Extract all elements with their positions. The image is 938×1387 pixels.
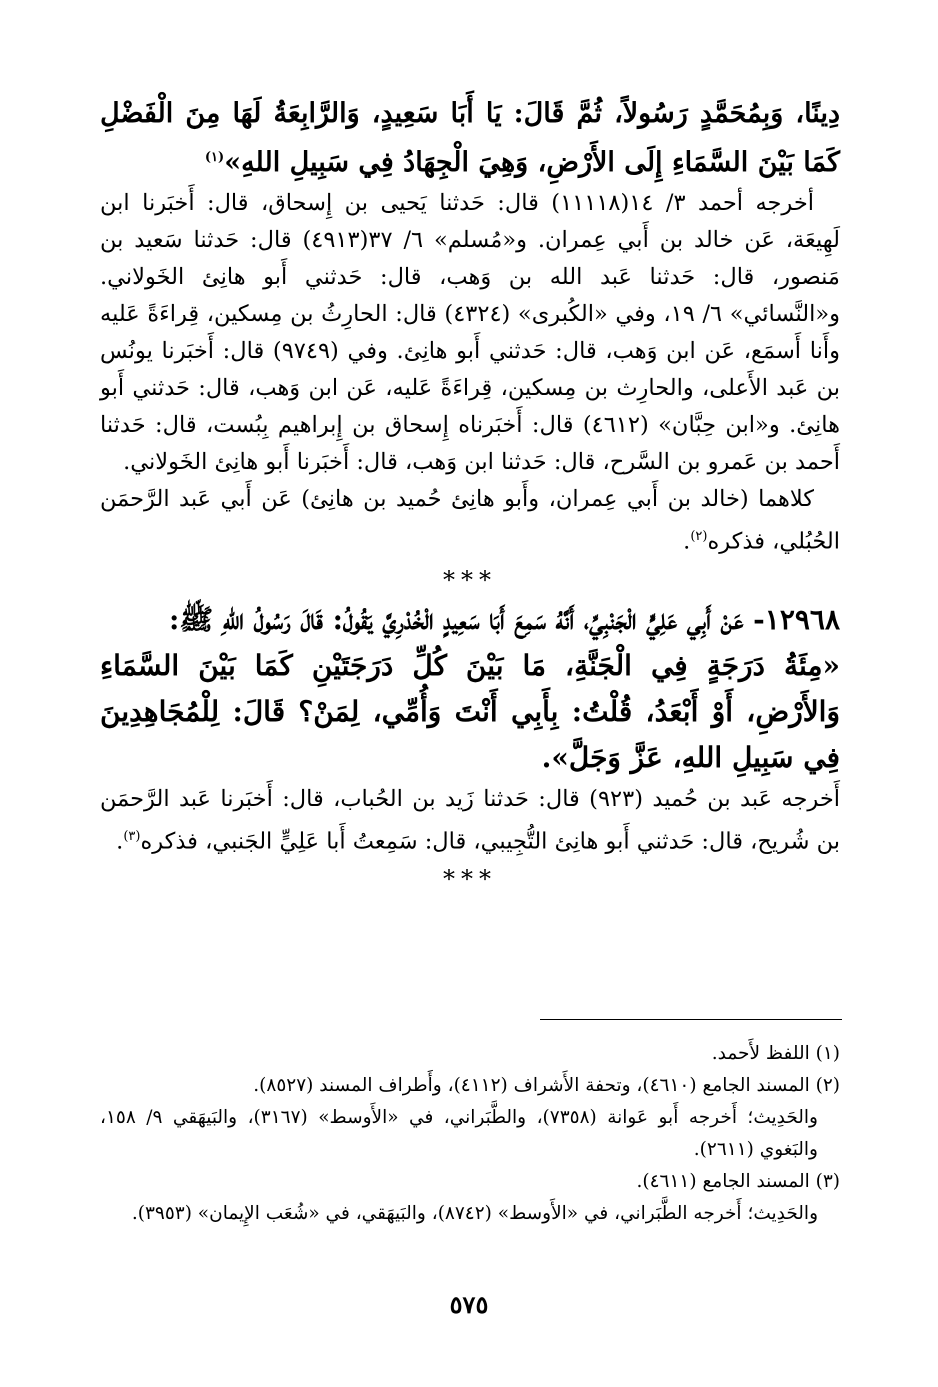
takhrij-paragraph-2: كلاهما (خالد بن أَبي عِمران، وأَبو هانِئ حُميد بن هانِئ) عَن أَبي عَبد الرَّحمَن الحُبُلي، فذكره$^{(٢)}$. [100,486,840,555]
footnote-ref-1: (١) [204,150,225,165]
takhrij-paragraph-3: أَخرجه عَبد بن حُميد (٩٢٣) قال: حَدثنا زَيد بن الحُباب، قال: أَخبَرنا عَبد الرَّحمَن بن شُريح، قال: حَدثني أَبو هانِئ التُّجِيبي، قال: سَمِعتُ أَبا عَلِيٍّ الجَنبي، فذكره$^{(٣)}$. [100,785,840,854]
footnote-divider [540,1019,842,1020]
section-separator: *** [443,565,497,594]
footnote-1: (١) اللفظ لأَحمد. [711,1043,840,1064]
hadith-header [100,597,840,643]
footnote-ref-2: (٢) [690,529,708,544]
footnote-2: (٢) المسند الجامع (٤٦١٠)، وتحفة الأَشراف (٤١١٢)، وأَطراف المسند (٨٥٢٧). [253,1075,840,1096]
quote-text: دِينًا، وَبِمُحَمَّدٍ رَسُولاً، ثُمَّ قَالَ: يَا أَبَا سَعِيدٍ، وَالرَّابِعَةُ لَهَا مِنَ الْفَضْلِ كَمَا بَيْنَ السَّمَاءِ إِلَى الأَرْضِ، وَهِيَ الْجِهَادُ فِي سَبِيلِ اللهِ» [100,98,840,178]
footnote-3-continuation: والحَدِيث؛ أَخرجه الطَّبَراني، في «الأَوسط» (٨٧٤٢)، والبَيهَقي، في «شُعَب الإِيمان» (٣٩٥٣). [131,1203,818,1224]
takhrij-text: كلاهما (خالد بن أَبي عِمران، وأَبو هانِئ حُميد بن هانِئ) عَن أَبي عَبد الرَّحمَن الحُبُلي، فذكره [100,486,840,555]
page-number: ٥٧٥ [449,1290,489,1319]
hadith-matn: «مِئَةُ دَرَجَةٍ فِي الْجَنَّةِ، مَا بَيْنَ كُلِّ دَرَجَتَيْنِ كَمَا بَيْنَ السَّمَاءِ وَالأَرْضِ، أَوْ أَبْعَدُ، قُلْتُ: بِأَبِي أَنْتَ وَأُمِّي، لِمَنْ؟ قَالَ: لِلْمُجَاهِدِينَ فِي سَبِيلِ اللهِ، عَزَّ وَجَلَّ». [100,648,840,774]
main-text [100,92,840,896]
hadith-quote-ending [100,92,840,185]
footnote-2-continuation: والحَدِيث؛ أَخرجه أَبو عَوانة (٧٣٥٨)، والطَّبَراني، في «الأَوسط» (٣١٦٧)، والبَيهَقي ٩/ ١٥٨، والبَغوي (٢٦١١). [100,1107,818,1160]
footnote-3: (٣) المسند الجامع (٤٦١١). [636,1171,840,1192]
footnotes [100,1038,840,1230]
hadith-isnad: عَنْ أَبِي عَلِيٍّ الْجَنْبِيِّ، أَنَّهُ سَمِعَ أَبَا سَعِيدٍ الْخُدْرِيَّ يَقُولُ: قَالَ رَسُولُ اللهِ ﷺ: [169,602,744,636]
footnote-ref-3: (٣) [123,828,141,844]
section-separator: *** [443,865,497,893]
takhrij-text: أَخرجه عَبد بن حُميد (٩٢٣) قال: حَدثنا زَيد بن الحُباب، قال: أَخبَرنا عَبد الرَّحمَن بن شُريح، قال: حَدثني أَبو هانِئ التُّجِيبي، قال: سَمِعتُ أَبا عَلِيٍّ الجَنبي، فذكره [100,785,840,854]
hadith-number: ١٢٩٦٨- [753,602,840,636]
takhrij-paragraph-1: أخرجه أحمد ٣/ ١٤(١١١١٨) قال: حَدثنا يَحيى بن إِسحاق، قال: أَخبَرنا ابن لَهِيعَة، عَن خالد بن أَبي عِمران. و«مُسلم» ٦/ ٣٧(٤٩١٣) قال: حَدثنا سَعيد بن مَنصور، قال: حَدثنا عَبد الله بن وَهب، قال: حَدثني أَبو هانِئ الخَولاني. و«النَّسائي» ٦/ ١٩، وفي «الكُبرى» (٤٣٢٤) قال: الحارِثُ بن مِسكين، قِراءَةً عَليه وأَنا أَسمَع، عَن ابن وَهب، قال: حَدثني أَبو هانِئ. وفي (٩٧٤٩) قال: أَخبَرنا يونُس بن عَبد الأَعلى، والحارِث بن مِسكين، قِراءَةً عَليه، عَن ابن وَهب، قال: حَدثني أَبو هانِئ. و«ابن حِبَّان» (٤٦١٢) قال: أَخبَرناه إِسحاق بن إِبراهيم بِبُست، قال: حَدثنا أَحمد بن عَمرو بن السَّرح، قال: حَدثنا ابن وَهب، قال: أَخبَرنا أَبو هانِئ الخَولاني. [100,190,840,475]
